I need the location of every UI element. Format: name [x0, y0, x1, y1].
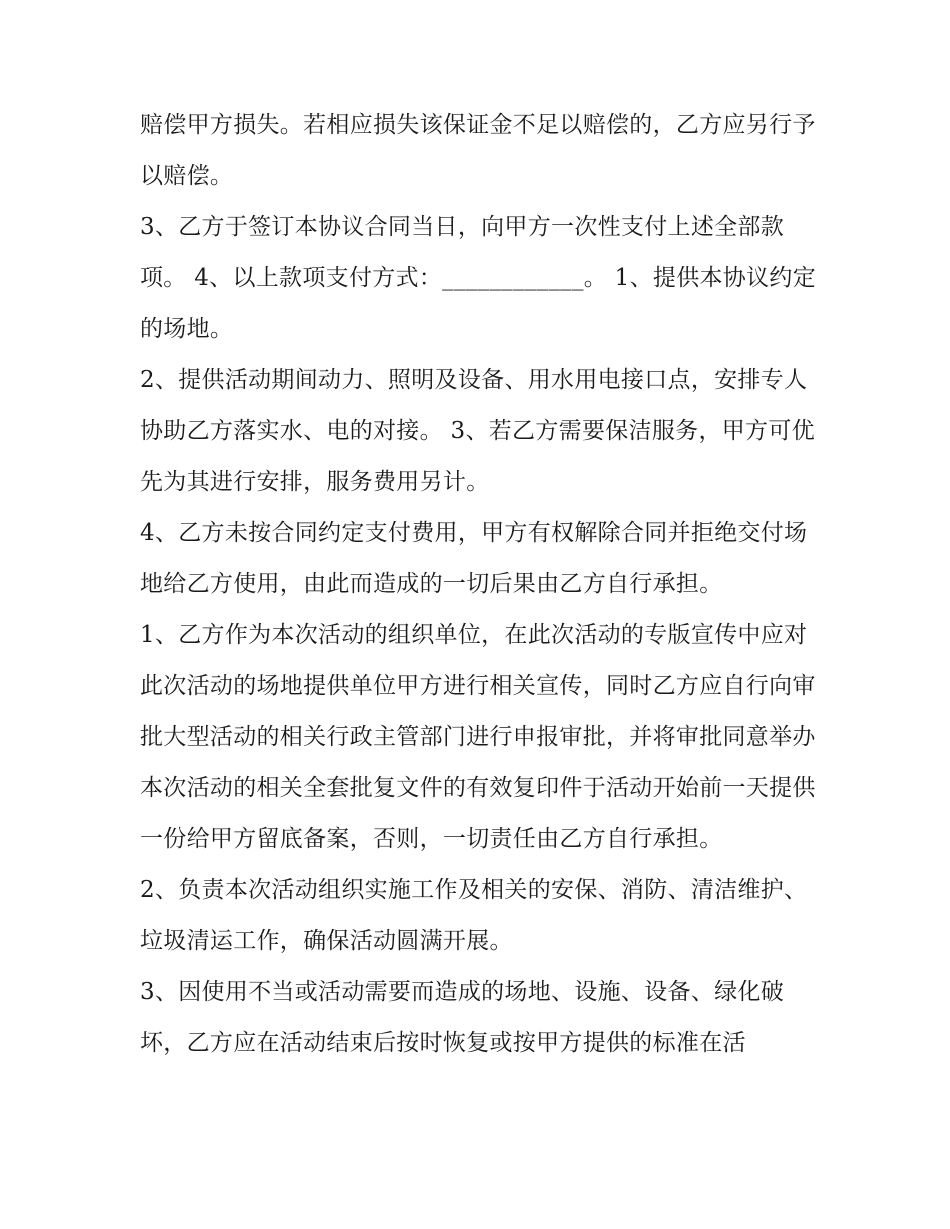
paragraph-compensation: 赔偿甲方损失。若相应损失该保证金不足以赔偿的，乙方应另行予以赔偿。	[140, 112, 816, 189]
paragraph-safety-duties: 2、负责本次活动组织实施工作及相关的安保、消防、清洁维护、垃圾清运工作，确保活动圆满开展。	[140, 877, 808, 954]
paragraph-damage-restoration: 3、因使用不当或活动需要而造成的场地、设施、设备、绿化破坏，乙方应在活动结束后按时恢复或按甲方提供的标准在活	[140, 979, 785, 1056]
document-body	[140, 100, 820, 1069]
paragraph-payment: 3、乙方于签订本协议合同当日，向甲方一次性支付上述全部款项。 4、以上款项支付方式：____________。 1、提供本协议约定的场地。	[140, 214, 816, 342]
paragraph-termination: 4、乙方未按合同约定支付费用，甲方有权解除合同并拒绝交付场地给乙方使用，由此而造成的一切后果由乙方自行承担。	[140, 520, 808, 597]
paragraph-organizer-duties: 1、乙方作为本次活动的组织单位，在此次活动的专版宣传中应对此次活动的场地提供单位甲方进行相关宣传，同时乙方应自行向审批大型活动的相关行政主管部门进行申报审批，并将审批同意举办本次活动的相关全套批复文件的有效复印件于活动开始前一天提供一份给甲方留底备案，否则，一切责任由乙方自行承担。	[140, 622, 816, 852]
paragraph-utilities: 2、提供活动期间动力、照明及设备、用水用电接口点，安排专人协助乙方落实水、电的对接。 3、若乙方需要保洁服务，甲方可优先为其进行安排，服务费用另计。	[140, 367, 815, 495]
